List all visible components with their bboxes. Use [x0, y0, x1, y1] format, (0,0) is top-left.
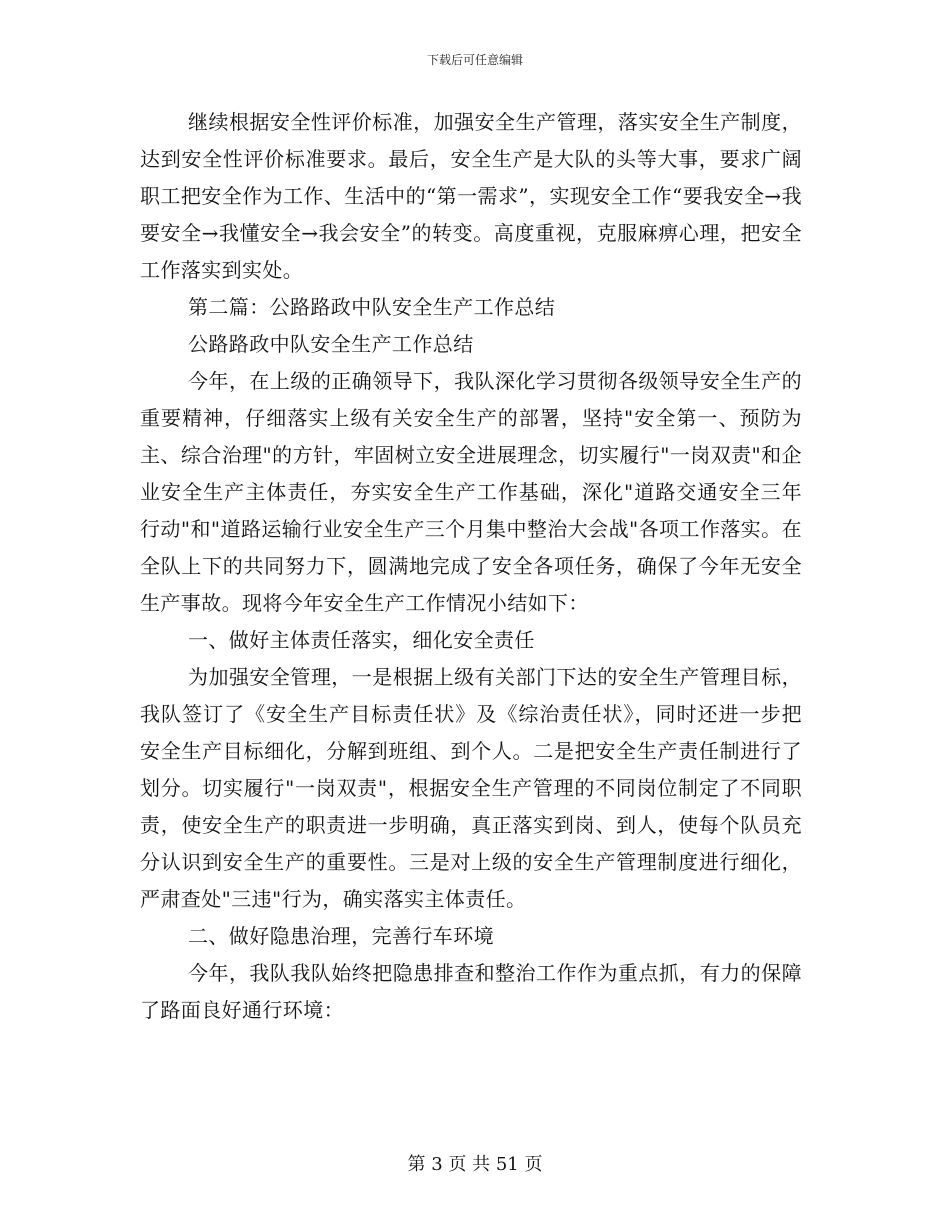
heading-section-one: 一、做好主体责任落实，细化安全责任 [188, 628, 535, 652]
paragraph-safety-evaluation: 继续根据安全性评价标准，加强安全生产管理，落实安全生产制度，达到安全性评价标准要求。最后，安全生产是大队的头等大事，要求广阔职工把安全作为工作、生活中的“第一需求”，实现安全工作“要我安全→我要安全→我懂安全→我会安全”的转变。高度重视，克服麻痹心理，把安全工作落实到实处。 [140, 110, 802, 282]
paragraph-responsibility: 为加强安全管理，一是根据上级有关部门下达的安全生产管理目标，我队签订了《安全生产目标责任状》及《综治责任状》，同时还进一步把安全生产目标细化，分解到班组、到个人。二是把安全生产责任制进行了划分。切实履行"一岗双责"，根据安全生产管理的不同岗位制定了不同职责，使安全生产的职责进一步明确，真正落实到岗、到人，使每个队员充分认识到安全生产的重要性。三是对上级的安全生产管理制度进行细化，严肃查处"三违"行为，确实落实主体责任。 [140, 665, 802, 911]
section-title-part-two: 第二篇：公路路政中队安全生产工作总结 [188, 295, 556, 319]
paragraph-hazard: 今年，我队我队始终把隐患排查和整治工作作为重点抓，有力的保障了路面良好通行环境： [140, 961, 802, 1022]
document-title: 公路路政中队安全生产工作总结 [188, 332, 474, 356]
heading-section-two: 二、做好隐患治理，完善行车环境 [188, 924, 494, 948]
paragraph-intro: 今年，在上级的正确领导下，我队深化学习贯彻各级领导安全生产的重要精神，仔细落实上级有关安全生产的部署，坚持"安全第一、预防为主、综合治理"的方针，牢固树立安全进展理念，切实履行"一岗双责"和企业安全生产主体责任，夯实安全生产工作基础，深化"道路交通安全三年行动"和"道路运输行业安全生产三个月集中整治大会战"各项工作落实。在全队上下的共同努力下，圆满地完成了安全各项任务，确保了今年无安全生产事故。现将今年安全生产工作情况小结如下： [140, 369, 802, 615]
page-header-note: 下载后可任意编辑 [426, 53, 523, 67]
document-body [140, 104, 802, 1029]
page-number: 第 3 页 共 51 页 [407, 1154, 543, 1175]
